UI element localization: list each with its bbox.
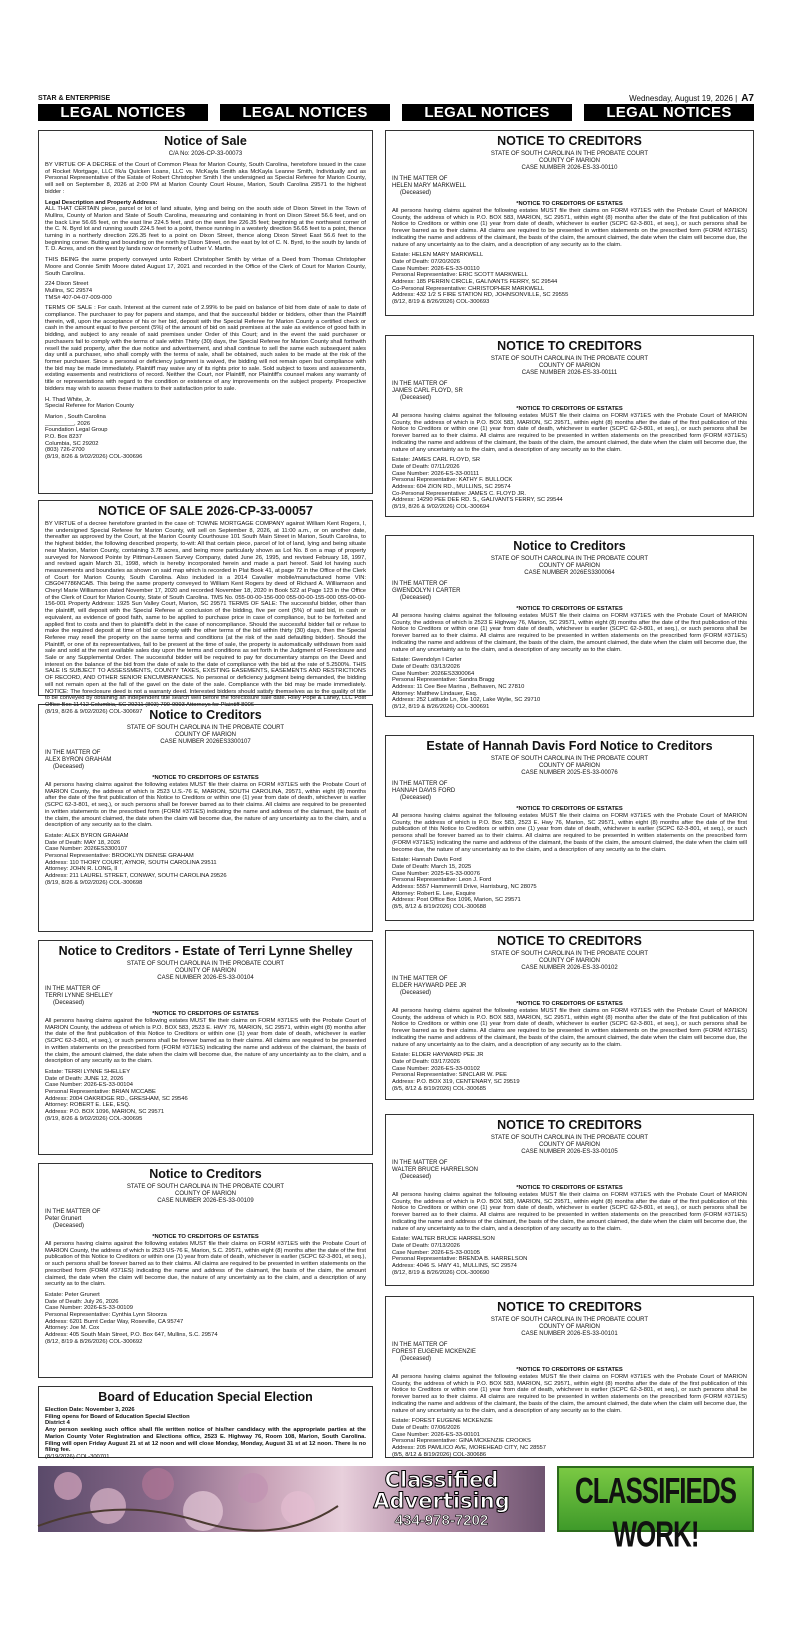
- estate-detail: Date of Death: 03/17/2026: [392, 1058, 461, 1065]
- deceased-name: Peter Grunert: [45, 1216, 82, 1222]
- notice-title: NOTICE TO CREDITORS: [497, 1300, 642, 1314]
- court-line: STATE OF SOUTH CAROLINA IN THE PROBATE COURT: [126, 725, 285, 731]
- deceased-name: GWENDOLYN I CARTER: [392, 588, 461, 594]
- notice-to-creditors-grunert: [38, 1163, 373, 1378]
- estate-detail: Address: 432 1/2 S FIRE STATION RD, JOHNSONVILLE, SC 29555: [392, 292, 569, 299]
- banner-1: LEGAL NOTICES: [38, 104, 208, 121]
- run-dates: (8/19, 8/26 & 9/02/2026) COL-300697: [45, 708, 143, 715]
- notice-title: NOTICE OF SALE 2026-CP-33-00057: [98, 504, 313, 518]
- estate-detail: Address: 211 LAUREL STREET, CONWAY, SOUTH CAROLINA 29526: [45, 873, 227, 880]
- deceased-name: HELEN MARY MARKWELL: [392, 183, 467, 189]
- notice-title: Notice to Creditors: [513, 539, 626, 553]
- notice-body: All persons having claims against the following estates MUST file their claims on FORM #371ES with the Probate Court of MARION County, the address of which is P.O. BOX 583, MARION, SC 29571, within eight (8) months after the date of the first publication of this Notice to Creditors or within one (1) year from date of death, whichever is earlier (SCPC 62-3-801, et seq.), or such persons shall be forever barred as to their claims. All claims are required to be presented in written statements on the prescribed form (FORM #371ES) indicating the name and address of the claimant, the basis of the claim, the amount claimed, the date when the claim will become due, the nature of any uncertainty as to the claim, and a description of any security as to the claim.: [392, 1374, 747, 1414]
- election-detail: District 4: [45, 1420, 70, 1427]
- page-number: A7: [741, 93, 754, 104]
- matter-line: IN THE MATTER OF: [392, 976, 448, 982]
- signature-line: Foundation Legal Group: [45, 427, 108, 434]
- court-line: COUNTY OF MARION: [539, 763, 600, 769]
- notice-body: All persons having claims against the following estates MUST file their claims on FORM #371ES with the Probate Court of MARION County, the address of which is P.O. BOX 583, MARION, SC 29571, within eight (8) months after the date of the first publication of this Notice to Creditors or within one (1) year from date of death, whichever is earlier (SCPC 62-3-801, et seq.), or such persons shall be forever barred as to their claims. All claims are required to be presented in written statements on the prescribed form (FORM #371ES) indicating the name and address of the claimant, the basis of the claim, the amount claimed, the date when the claim will become due, the nature of any uncertainty as to the claim, and a description of any security as to the claim.: [392, 1008, 747, 1048]
- issue-date: [629, 93, 754, 104]
- notice-title: Estate of Hannah Davis Ford Notice to Creditors: [426, 739, 713, 753]
- estate-detail: Date of Death: 07/20/2026: [392, 258, 461, 265]
- court-line: COUNTY OF MARION: [539, 363, 600, 369]
- sub-heading: *NOTICE TO CREDITORS OF ESTATES: [152, 775, 259, 781]
- estate-detail: Address: 4046 S. HWY 41, MULLINS, SC 29574: [392, 1263, 517, 1270]
- matter-line: IN THE MATTER OF: [392, 381, 448, 387]
- estate-detail: Address: 405 South Main Street, P.O. Box 647, Mullins, S.C. 29574: [45, 1332, 218, 1339]
- estate-detail: Address: 14290 PEE DEE RD. S., GALIVANTS FERRY, SC 29544: [392, 497, 563, 504]
- legal-description: ALL THAT CERTAIN piece, parcel or lot of land situate, lying and being on the south side of Dixon Street in the Town of Mullins, County of Marion and State of South Carolina, measuring and containing in front on Dixon Street 56.6 feet, and on the back Line 56.65 feet, on the east line 224.5 feet, and on the west line 226.35 feet; beginning at the northwest corner of the C. N. Byrd lot and running south 224.5 feet to a point, thence running in a westerly direction 56.65 feet to a point, thence turning in a northerly direction 226.35 feet to a point on Dixon Street, thence along Dixon Street East 56.6 feet to the beginning corner. Butting and bounding on the north by Dixon Street, on the east by lot of C. N. Byrd, to the south by lands of T. D. Acres, and on the west by lands now or formerly of Luther V. Martin.: [45, 206, 366, 253]
- estate-detail: Estate: FOREST EUGENE MCKENZIE: [392, 1418, 493, 1425]
- notice-body: BY VIRTUE of a decree heretofore granted in the case of: TOWNE MORTGAGE COMPANY against William Kent Rogers, I, the undersigned Special Referee for Marion County, will sell on September 8, 2026, at 11:00 a.m., or on another date, thereafter as approved by the Court, at the Marion County Courthouse 101 South Main Street in Marion, South Carolina, to the highest bidder, the following described property, to-wit: All that certain piece, parcel of lot of land, lying and being situate near Marion, Marion County, containing 3.78 acres, and being more particularly shown as Lot No. 8 on a map of property surveyed for Norwood Pointe by Pittman-Lessen Survey Company, dated June 26, 1995, and revised February 18, 1997, and revised again March 31, 1998, which is hereby incorporated herein and made a part hereof. Said lot having such measurements and boundaries as shown on said map which is recorded in Plat Book 41, at page 72 in the Office of the Clerk of Court for Marion County, South Carolina. Also included is a 2014 Cavalier mobile/manufactured home VIN: CBG047786NCAB. This being the same property conveyed to William Kent Rogers by deed of Richard A. Williamson and Cheryl Marie Williamson dated November 17, 2020 and recorded November 18, 2020 in Book 522 at Page 123 in the Office of the Clerk of Court for Marion County, State of South Carolina. TMS No. 055-00-00-156-000 055-00-00-155-000 055-00-00-156-001 Property Address: 1925 Sun Valley Court, Marion, SC 29571 TERMS OF SALE: The successful bidder, other than the plaintiff, will deposit with the Special Referee at conclusion of the bidding, five per cent (5%) of said bid, in cash or equivalent, as evidence of good faith, same to be applied to purchase price in case of compliance, but to be forfeited and applied first to costs and then to plaintiff's debt in the case of noncompliance. Should the successful bidder fail or refuse to make the required deposit at time of bid or comply with the other terms of the bid within thirty (30) days, then the Special Referee may resell the property on the same terms and conditions (at the risk of the said defaulting bidder). Should the Plaintiff, or one of its representatives, fail to be present at the time of sale, the property is automatically withdrawn from said sale and sold at the next available sales day upon the terms and conditions as set forth in the Judgment of Foreclosure and Sale or any Supplemental Order. The successful bidder will be required to pay for documentary stamps on the Deed and interest on the balance of the bid from the date of sale to the date of compliance with the bid at the rate of 5.2500%. THIS SALE IS SUBJECT TO ASSESSMENTS, COUNTY TAXES, EXISTING EASEMENTS, EASEMENTS AND RESTRICTIONS OF RECORD, AND OTHER SENIOR ENCUMBRANCES. No personal or deficiency judgment being demanded, the bidding will not remain open at the fall of the gavel on the date of the sale. Compliance with the bid may be made immediately. NOTICE: The foreclosure deed is not a warranty deed. Interested bidders should satisfy themselves as to the quality of title to be conveyed by obtaining an independent title search well before the foreclosure sale date. Riley Pope & Laney, LLC Post Office Box 11412 Columbia, SC 29211 (803) 799-9993 Attorneys for Plaintiff 8006: [45, 521, 366, 708]
- estate-detail: Case Number: 2026-ES-33-00104: [45, 1082, 133, 1089]
- court-line: CASE NUMBER 2026ES3300107: [160, 739, 251, 745]
- estate-detail: Personal Representative: ERIC SCOTT MARKWELL: [392, 272, 528, 279]
- court-line: CASE NUMBER 2026-ES-33-00104: [157, 975, 254, 981]
- estate-detail: Case Number: 2026ES3300107: [45, 846, 128, 853]
- legal-description-heading: Legal Description and Property Address:: [45, 199, 158, 206]
- estate-detail: Estate: ELDER HAYWARD PEE JR: [392, 1052, 484, 1059]
- signature-line: H. Thad White, Jr.: [45, 396, 92, 403]
- notice-body: Any person seeking such office shall file written notice of his/her candidacy with the appropriate parties at the Marion County Voter Registration and Elections office, 2523 E. Highway 76, Room 108, Marion, South Carolina. Filing will open Friday August 21 st at 12 noon and will close Monday, Monday, August 31 st at 12 noon. There is no filing fee.: [45, 1427, 366, 1454]
- estate-detail: Case Number: 2026-ES-33-00101: [392, 1431, 480, 1438]
- notice-intro: BY VIRTUE OF A DECREE of the Court of Common Pleas for Marion County, South Carolina, heretofore issued in the case of Rocket Mortgage, LLC f/k/a Quicken Loans, LLC vs. McKayla Smith aka McKayla Leanne Smith, Individually and as Personal Representative of the Estate of Robert Christopher Smith I the undersigned as Special Referee for Marion County, will sell on September 8, 2026 at 2:00 PM at Marion County Court House, Marion, South Carolina 29571 to the highest bidder :: [45, 162, 366, 195]
- notice-title: Board of Education Special Election: [98, 1390, 313, 1404]
- sub-heading: *NOTICE TO CREDITORS OF ESTATES: [516, 606, 623, 612]
- court-line: COUNTY OF MARION: [175, 732, 236, 738]
- notice-body: All persons having claims against the following estates MUST file their claims on FORM #371ES with the Probate Court of MARION County, the address of which is 2523 E Highway 76, Marion, SC 29571, within eight (8) months after the date of the first publication of this Notice to Creditors or within one (1) year from date of death, whichever is earlier (SCPC 62-3-801, et seq.), or such persons shall be forever barred as to their claims. All claims are required to be presented in written statements on the prescribed form (FORM #371ES) indicating the name and address of the claimant, the basis of the claim, the amount claimed, the date when the claim will become due, the nature of any uncertainty as to the claim, and a description of any security as to the claim.: [392, 613, 747, 653]
- phone-number: 434-978-7202: [394, 1512, 489, 1529]
- estate-detail: Attorney: Matthew Lindauer, Esq.: [392, 690, 478, 697]
- estate-detail: Address: 205 PAMLICO AVE, MOREHEAD CITY, NC 28557: [392, 1445, 546, 1452]
- run-dates: (8/12, 8/19 & 8/26/2026) COL-300693: [392, 299, 490, 306]
- estate-detail: Estate: Hannah Davis Ford: [392, 857, 462, 864]
- estate-detail: Personal Representative: SINCLAIR W. PEE: [392, 1072, 508, 1079]
- estate-detail: Attorney: Joe M. Cox: [45, 1325, 100, 1332]
- run-dates: (8/12, 8/19 & 8/26/2026) COL-300691: [392, 704, 490, 711]
- estate-detail: Personal Representative: GINA MCKENZIE CROOKS: [392, 1438, 531, 1445]
- estate-detail: Personal Representative: Cynthia Lynn Stoorza: [45, 1312, 167, 1319]
- matter-line: IN THE MATTER OF: [45, 1209, 101, 1215]
- run-dates: (8/5, 8/12 & 8/19/2026) COL-300686: [392, 1451, 487, 1458]
- notice-title: Notice to Creditors: [149, 1167, 262, 1181]
- court-line: CASE NUMBER 2025-ES-33-00076: [521, 770, 618, 776]
- deceased-label: (Deceased): [400, 595, 432, 601]
- court-line: CASE NUMBER 2026-ES-33-00111: [521, 370, 618, 376]
- sub-heading: *NOTICE TO CREDITORS OF ESTATES: [516, 406, 623, 412]
- court-line: CASE NUMBER 2026-ES-33-00102: [521, 965, 618, 971]
- estate-detail: Address: 2004 OAKRIDGE RD., GRESHAM, SC 29546: [45, 1095, 188, 1102]
- estate-detail: Date of Death: 07/13/2026: [392, 1242, 461, 1249]
- estate-detail: Date of Death: 03/13/2026: [392, 663, 461, 670]
- court-line: STATE OF SOUTH CAROLINA IN THE PROBATE COURT: [490, 951, 649, 957]
- sub-heading: *NOTICE TO CREDITORS OF ESTATES: [152, 1234, 259, 1240]
- estate-detail: Address: 252 Latitude Ln, Ste 102, Lake Wylie, SC 29710: [392, 697, 541, 704]
- estate-detail: Estate: Peter Grunert: [45, 1291, 100, 1298]
- blossom-photo-icon: [38, 1466, 338, 1532]
- court-line: COUNTY OF MARION: [539, 158, 600, 164]
- court-line: STATE OF SOUTH CAROLINA IN THE PROBATE COURT: [490, 556, 649, 562]
- estate-detail: Address: P.O. BOX 1096, MARION, SC 29571: [45, 1109, 165, 1116]
- run-dates: (8/12, 8/19 & 8/26/2026) COL-300692: [45, 1338, 143, 1345]
- estate-detail: Case Number: 2026-ES-33-00109: [45, 1305, 133, 1312]
- banner-4: LEGAL NOTICES: [584, 104, 754, 121]
- estate-detail: Attorney: ROBERT E. LEE, ESQ.: [45, 1102, 131, 1109]
- estate-detail: Address: 5557 Hammermill Drive, Harrisburg, NC 28075: [392, 884, 537, 891]
- signature-line: (803) 726-2700: [45, 447, 85, 454]
- signature-line: _________, 2026: [45, 420, 91, 427]
- deceased-name: JAMES CARL FLOYD, SR: [392, 388, 463, 394]
- issue-date-text: Wednesday, August 19, 2026 |: [629, 94, 738, 103]
- estate-detail: Personal Representative: BROOKLYN DENISE GRAHAM: [45, 853, 194, 860]
- court-line: STATE OF SOUTH CAROLINA IN THE PROBATE COURT: [490, 1135, 649, 1141]
- banner-2: LEGAL NOTICES: [220, 104, 390, 121]
- election-detail: Filing opens for Board of Education Special Election: [45, 1413, 190, 1420]
- deceased-label: (Deceased): [400, 1356, 432, 1362]
- classified-advertising-ad: [38, 1466, 545, 1532]
- estate-detail: Estate: Gwendolyn I Carter: [392, 657, 462, 664]
- estate-detail: Address: 6201 Burnt Cedar Way, Roseville, CA 95747: [45, 1318, 184, 1325]
- notice-title: Notice of Sale: [164, 134, 247, 148]
- matter-line: IN THE MATTER OF: [392, 1342, 448, 1348]
- notice-to-creditors-mckenzie: [385, 1296, 754, 1458]
- estate-detail: Estate: JAMES CARL FLOYD, SR: [392, 457, 481, 464]
- run-dates: (8/19, 8/26 & 9/02/2026) COL-300698: [45, 879, 143, 886]
- matter-line: IN THE MATTER OF: [392, 176, 448, 182]
- estate-detail: Date of Death: 07/11/2026: [392, 463, 460, 470]
- run-dates: (8/12, 8/19 & 8/26/2026) COL-300690: [392, 1269, 490, 1276]
- property-address-1: 224 Dixon Street: [45, 281, 89, 288]
- sub-heading: *NOTICE TO CREDITORS OF ESTATES: [516, 806, 623, 812]
- property-address-2: Mullins, SC 29574: [45, 287, 93, 294]
- notice-body: All persons having claims against the following estates MUST file their claims on FORM #371ES with the Probate Court of MARION County, the address of which is 2523 US-76 E, Marion, S.C. 29571, within eight (8) months after the date of the first publication of this Notice to Creditors or within one (1) year from date of death, whichever is earlier (SCPC 62-3-801, et seq.), or such persons shall be forever barred as to their claims. All claims are required to be presented in written statements on the prescribed form (FORM #371ES) indicating the name and address of the claimant, the basis of the claim, the amount claimed, the date when the claim will become due, the nature of any uncertainty as to the claim, and a description of any security as to the claim.: [45, 1241, 366, 1288]
- sub-heading: *NOTICE TO CREDITORS OF ESTATES: [152, 1011, 259, 1017]
- court-line: CASE NUMBER 2026ES3300064: [524, 570, 615, 576]
- signature-line: Columbia, SC 29202: [45, 440, 99, 447]
- legal-notices-banner: [38, 104, 754, 121]
- deceased-name: WALTER BRUCE HARRELSON: [392, 1167, 479, 1173]
- court-line: STATE OF SOUTH CAROLINA IN THE PROBATE COURT: [490, 1317, 649, 1323]
- estate-detail: Date of Death: 07/06/2026: [392, 1424, 461, 1431]
- court-line: COUNTY OF MARION: [539, 958, 600, 964]
- estate-detail: Date of Death: March 15, 2025: [392, 863, 472, 870]
- court-line: COUNTY OF MARION: [539, 1142, 600, 1148]
- notice-title: NOTICE TO CREDITORS: [497, 1118, 642, 1132]
- notice-body: All persons having claims against the following estates MUST file their claims on FORM #371ES with the Probate Court of MARION County, the address of which is P.O. BOX 583, MARION, SC 29571, within eight (8) months after the date of the first publication of this Notice to Creditors or within one (1) year from date of death, whichever is earlier (SCPC 62-3-801, et seq.), or such persons shall be forever barred as to their claims. All claims are required to be presented in written statements on the prescribed form (FORM #371ES) indicating the name and address of the claimant, the basis of the claim, the amount claimed, the date when the claim will become due, the nature of any uncertainty as to the claim, and a description of any security as to the claim.: [392, 413, 747, 453]
- notice-to-creditors-markwell: [385, 130, 754, 316]
- deceased-label: (Deceased): [53, 1223, 85, 1229]
- court-line: STATE OF SOUTH CAROLINA IN THE PROBATE COURT: [126, 1184, 285, 1190]
- matter-line: IN THE MATTER OF: [392, 1160, 448, 1166]
- estate-detail: Attorney: JOHN R. LONG, II: [45, 866, 118, 873]
- run-dates: (8/19, 8/26 & 9/02/2026) COL-300696: [45, 454, 143, 461]
- estate-detail: Estate: WALTER BRUCE HARRELSON: [392, 1236, 495, 1243]
- court-line: STATE OF SOUTH CAROLINA IN THE PROBATE COURT: [490, 151, 649, 157]
- notice-body: All persons having claims against the following estates MUST file their claims on FORM #371ES with the Probate Court of MARION County, the address of which is P.O. Box 583, 2523 E. Hwy 76, Marion, SC 29571, within eight (8) months after the date of the first publication of this Notice to Creditors or within one (1) year from date of death, whichever is earlier (SCPC 62-3-801, et seq.), or such persons shall be forever barred as to their claims. All claims are required to be presented in written statements on the prescribed form (FORM #371ES) indicating the name and address of the claimant, the basis of the claim, the amount claimed, the date when the claim will become due, the nature of any uncertainty as to the claim, and a description of any security as to the claim.: [392, 813, 747, 853]
- run-dates: (8/19/2026) COL-300701: [45, 1453, 110, 1460]
- notice-to-creditors-ford: [385, 735, 754, 921]
- run-dates: (8/5, 8/12 & 8/19/2026) COL-300685: [392, 1085, 487, 1092]
- estate-detail: Address: 11 Cee Bee Marina , Belhaven, NC 27810: [392, 684, 525, 691]
- estate-detail: Case Number: 2026-ES-33-00105: [392, 1249, 480, 1256]
- estate-detail: Case Number: 2026-ES-33-00111: [392, 470, 480, 477]
- notice-title: NOTICE TO CREDITORS: [497, 339, 642, 353]
- deceased-label: (Deceased): [53, 764, 85, 770]
- sub-heading: *NOTICE TO CREDITORS OF ESTATES: [516, 1185, 623, 1191]
- estate-detail: Address: 185 PERRIN CIRCLE, GALIVANTS FERRY, SC 29544: [392, 279, 558, 286]
- deceased-name: ELDER HAYWARD PEE JR: [392, 983, 467, 989]
- estate-detail: Personal Representative: BRENDA B. HARRELSON: [392, 1256, 528, 1263]
- deceased-label: (Deceased): [400, 990, 432, 996]
- run-dates: (8/19, 8/26 & 9/02/2026) COL-300694: [392, 504, 490, 511]
- notice-body: All persons having claims against the following estates MUST file their claims on FORM #371ES with the Probate Court of MARION County, the address of which is 2523 U.S.-76 E, MARION, SOUTH CAROLINA, 29571, within eight (8) months after the date of the first publication of this Notice to Creditors or within one (1) year from date of death, whichever is earlier (SCPC 62-3-801, et seq.), or such persons shall be forever barred as to their claims. All claims are required to be presented in written statements on the prescribed form (FORM #371ES) indicating the name and address of the claimant, the basis of the claim, the amount claimed, the date when the claim will become due, the nature of any uncertainty as to the claim, and a description of any security as to the claim.: [45, 782, 366, 829]
- estate-detail: Address: P.O. BOX 319, CENTENARY, SC 29519: [392, 1079, 520, 1086]
- estate-detail: Attorney: Robert E. Lee, Esquire: [392, 890, 476, 897]
- sub-heading: *NOTICE TO CREDITORS OF ESTATES: [516, 201, 623, 207]
- court-line: COUNTY OF MARION: [175, 968, 236, 974]
- deceased-label: (Deceased): [400, 795, 432, 801]
- signature-line: Special Referee for Marion County: [45, 403, 134, 410]
- paper-name: STAR & ENTERPRISE: [38, 95, 111, 102]
- case-number: C/A No: 2026-CP-33-00073: [168, 151, 243, 157]
- estate-detail: Personal Representative: KATHY F. BULLOCK: [392, 477, 513, 484]
- deceased-name: TERRI LYNNE SHELLEY: [45, 993, 113, 999]
- court-line: CASE NUMBER 2026-ES-33-00101: [521, 1331, 618, 1337]
- estate-detail: Case Number: 2026-ES-33-00110: [392, 265, 480, 272]
- estate-detail: Case Number: 2025-ES-33-00076: [392, 870, 480, 877]
- sub-heading: *NOTICE TO CREDITORS OF ESTATES: [516, 1367, 623, 1373]
- court-line: COUNTY OF MARION: [539, 1324, 600, 1330]
- classifieds-work-ad: [557, 1466, 754, 1555]
- matter-line: IN THE MATTER OF: [392, 581, 448, 587]
- run-dates: (8/5, 8/12 & 8/19/2026) COL-300688: [392, 904, 487, 911]
- election-detail: Election Date: November 3, 2026: [45, 1407, 135, 1413]
- tms-number: TMS# 407-04-07-009-000: [45, 294, 112, 301]
- advertising-text: Advertising: [373, 1489, 510, 1513]
- notice-to-creditors-carter: [385, 535, 754, 717]
- matter-line: IN THE MATTER OF: [45, 986, 101, 992]
- court-line: CASE NUMBER 2026-ES-33-00110: [521, 165, 618, 171]
- estate-detail: Date of Death: JUNE 12, 2026: [45, 1075, 124, 1082]
- court-line: CASE NUMBER 2026-ES-33-00109: [157, 1198, 254, 1204]
- estate-detail: Estate: HELEN MARY MARKWELL: [392, 252, 484, 259]
- estate-detail: Date of Death: MAY 18, 2026: [45, 839, 121, 846]
- banner-3: LEGAL NOTICES: [402, 104, 572, 121]
- run-dates: (8/19, 8/26 & 9/02/2026) COL-300695: [45, 1115, 143, 1122]
- deceased-name: FOREST EUGENE MCKENZIE: [392, 1349, 476, 1355]
- court-line: CASE NUMBER 2026-ES-33-00105: [521, 1149, 618, 1155]
- notice-title: NOTICE TO CREDITORS: [497, 934, 642, 948]
- estate-detail: Personal Representative: Leon J. Ford: [392, 877, 492, 884]
- court-line: STATE OF SOUTH CAROLINA IN THE PROBATE COURT: [490, 356, 649, 362]
- signature-line: Marion , South Carolina: [45, 413, 106, 420]
- deceased-name: ALEX BYRON GRAHAM: [45, 757, 112, 763]
- board-of-education-election: [38, 1386, 373, 1458]
- estate-detail: Address: 110 THORY COURT, AYNOR, SOUTH CAROLINA 29511: [45, 859, 217, 866]
- deceased-label: (Deceased): [400, 395, 432, 401]
- court-line: COUNTY OF MARION: [539, 563, 600, 569]
- estate-detail: Case Number: 2026ES3300064: [392, 670, 475, 677]
- signature-line: P.O. Box 8237: [45, 434, 82, 441]
- estate-detail: Case Number: 2026-ES-33-00102: [392, 1065, 480, 1072]
- notice-to-creditors-floyd: [385, 335, 754, 517]
- notice-body: All persons having claims against the following estates MUST file their claims on FORM #371ES with the Probate Court of MARION County, the address of which is P.O. BOX 583, 2523 E. HWY 76, MARION, SC 29571, within eight (8) months after the date of the first publication of this Notice to Creditors or within one (1) year from date of death, whichever is earlier (SCPC 62-3-801, et seq.), or such persons shall be forever barred as to their claims. All claims are required to be presented in written statements on the prescribed form (FORM #371ES) indicating the name and address of the claimant, the basis of the claim, the amount claimed, the date when the claim will become due, the nature of any uncertainty as to the claim, and a description of any security as to the claim.: [45, 1018, 366, 1065]
- notice-to-creditors-harrelson: [385, 1114, 754, 1286]
- notice-title: NOTICE TO CREDITORS: [497, 134, 642, 148]
- notice-body: All persons having claims against the following estates MUST file their claims on FORM #371ES with the Probate Court of MARION County, the address of which is P.O. BOX 583, MARION, SC 29571, within eight (8) months after the date of the first publication of this Notice to Creditors or within one (1) year from date of death, whichever is earlier (SCPC 62-3-801, et seq.), or such persons shall be forever barred as to their claims. All claims are required to be presented in written statements on the prescribed form (FORM #371ES) indicating the name and address of the claimant, the basis of the claim, the amount claimed, the date when the claim will become due, the nature of any uncertainty as to the claim, and a description of any security as to the claim.: [392, 1192, 747, 1232]
- notice-to-creditors-graham: [38, 704, 373, 932]
- deed-reference: THIS BEING the same property conveyed unto Robert Christopher Smith by virtue of a Deed from Thomas Christopher Moore and Connie Smith Moore dated August 17, 2021 and recorded in the Office of the Clerk of Court for Marion County, South Carolina.: [45, 257, 366, 277]
- notice-to-creditors-shelley: [38, 940, 373, 1155]
- matter-line: IN THE MATTER OF: [392, 781, 448, 787]
- estate-detail: Co-Personal Representative: JAMES C. FLOYD JR.: [392, 490, 527, 497]
- estate-detail: Address: Post Office Box 1096, Marion, SC 29571: [392, 897, 521, 904]
- estate-detail: Address: 604 ZION RD., MULLINS, SC 29574: [392, 484, 511, 491]
- notice-of-sale-smith: [38, 130, 373, 494]
- matter-line: IN THE MATTER OF: [45, 750, 101, 756]
- sub-heading: *NOTICE TO CREDITORS OF ESTATES: [516, 1001, 623, 1007]
- estate-detail: Personal Representative: Sandra Bragg: [392, 677, 495, 684]
- notice-body: All persons having claims against the following estates MUST file their claims on FORM #371ES with the Probate Court of MARION County, the address of which is P.O. BOX 583, MARION, SC 29571, within eight (8) months after the date of the first publication of this Notice to Creditors or within one (1) year from date of death, whichever is earlier (SCPC 62-3-801, et seq.), or such persons shall be forever barred as to their claims. All claims are required to be presented in written statements on the prescribed form (FORM #371ES) indicating the name and address of the claimant, the basis of the claim, the amount claimed, the date when the claim will become due, the nature of any uncertainty as to the claim, and a description of any security as to the claim.: [392, 208, 747, 248]
- court-line: COUNTY OF MARION: [175, 1191, 236, 1197]
- classifieds-work-text: CLASSIFIEDS WORK!: [575, 1469, 736, 1555]
- deceased-label: (Deceased): [400, 190, 432, 196]
- classified-text: Classified: [384, 1468, 499, 1492]
- court-line: STATE OF SOUTH CAROLINA IN THE PROBATE COURT: [490, 756, 649, 762]
- estate-detail: Estate: ALEX BYRON GRAHAM: [45, 832, 129, 839]
- estate-detail: Personal Representative: BRIAN MCCABE: [45, 1089, 156, 1096]
- estate-detail: Estate: TERRI LYNNE SHELLEY: [45, 1068, 131, 1075]
- estate-detail: Co-Personal Representative: CHRISTOPHER MARKWELL: [392, 285, 545, 292]
- notice-title: Notice to Creditors - Estate of Terri Lynne Shelley: [58, 944, 353, 958]
- deceased-label: (Deceased): [400, 1174, 432, 1180]
- notice-to-creditors-pee: [385, 930, 754, 1100]
- terms-of-sale: TERMS OF SALE : For cash. Interest at the current rate of 2.99% to be paid on balance of bid from date of sale to date of compliance. The purchaser to pay for papers and stamps, and that the successful bidder or bidders, other than the Plaintiff therein, will, upon the acceptance of his or her bid, deposit with the Special Referee for Marion County a certified check or cash in the amount equal to five percent (5%) of the amount of bid on said premises at the sale as evidence of good faith in bidding, and subject to any resale of said premises under Order of this Court; and in the event the said purchaser or purchasers fail to comply with the terms of sale within Thirty (30) days, the Special Referee for Marion County shall forthwith resell the said property, after the due notice and advertisement, and shall continue to sell the same each subsequent sales day until a purchaser, who shall comply with the terms of sale, shall be obtained, such sales to be made at the risk of the former purchaser. Since a personal or deficiency judgment is waived, the bidding will not remain open but compliance with the bid may be made immediately. Plaintiff may waive any of its rights prior to sale. Sold subject to taxes and assessments, existing easements and restrictions of record. Neither the Court, nor Plaintiff, nor Plaintiff's counsel makes any warranty of title or representations with regard to the condition or existence of any improvements on the subject property. Prospective bidders may wish to assess these matters to their satisfaction prior to sale.: [45, 305, 366, 392]
- estate-detail: Date of Death: July 26, 2026: [45, 1298, 119, 1305]
- deceased-name: HANNAH DAVIS FORD: [392, 788, 456, 794]
- notice-title: Notice to Creditors: [149, 708, 262, 722]
- deceased-label: (Deceased): [53, 1000, 85, 1006]
- court-line: STATE OF SOUTH CAROLINA IN THE PROBATE COURT: [126, 961, 285, 967]
